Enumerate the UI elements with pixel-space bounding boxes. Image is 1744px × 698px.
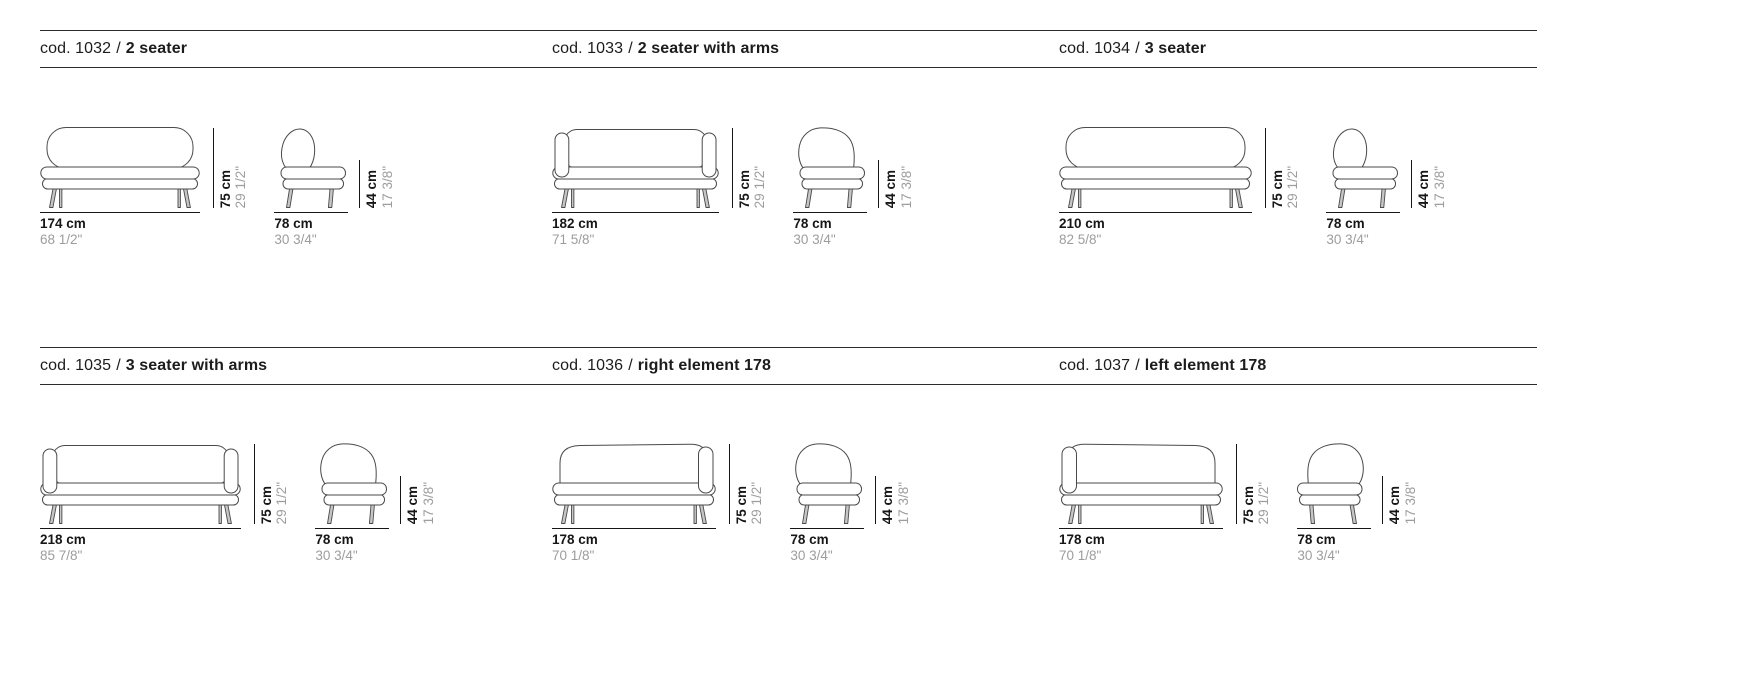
- header-band-row1: [40, 30, 1537, 68]
- side-view-drawing: [790, 436, 862, 524]
- width-cm-label: 218 cm: [40, 532, 86, 547]
- panel-title-1032: [40, 31, 187, 67]
- panel-title-1036: [552, 348, 771, 384]
- panel-figures-1037: [1059, 436, 1418, 563]
- front-elevation: [40, 436, 289, 563]
- seat-height-inch-label: 17 3/8": [420, 481, 436, 524]
- depth-dimension-line: [793, 212, 867, 213]
- front-elevation: [552, 436, 764, 563]
- front-elevation: [1059, 436, 1271, 563]
- front-view-drawing: [552, 436, 716, 524]
- seat-height-inch-label: 17 3/8": [895, 481, 911, 524]
- height-inch-label: 29 1/2": [752, 165, 768, 208]
- height-cm-label: 75 cm: [259, 485, 274, 524]
- separator: /: [1135, 40, 1140, 57]
- depth-inch-label: 30 3/4": [793, 232, 836, 247]
- width-inch-label: 82 5/8": [1059, 232, 1102, 247]
- front-elevation: [1059, 120, 1300, 247]
- depth-dimension-line: [1326, 212, 1400, 213]
- product-code: cod. 1035: [40, 357, 112, 374]
- panel-figures-1032: [40, 120, 395, 247]
- side-view-drawing: [793, 120, 865, 208]
- height-cm-label: 75 cm: [1241, 485, 1256, 524]
- panel-figures-1033: [552, 120, 914, 247]
- depth-inch-label: 30 3/4": [274, 232, 317, 247]
- front-view-drawing: [1059, 436, 1223, 524]
- product-name: 2 seater: [125, 40, 188, 57]
- depth-dimension-line: [274, 212, 348, 213]
- side-elevation: [1326, 120, 1446, 247]
- depth-cm-label: 78 cm: [1326, 216, 1365, 231]
- width-inch-label: 70 1/8": [1059, 548, 1102, 563]
- depth-dimension-line: [790, 528, 864, 529]
- width-dimension-line: [1059, 212, 1252, 213]
- side-elevation: [274, 120, 394, 247]
- width-inch-label: 68 1/2": [40, 232, 83, 247]
- front-elevation: [552, 120, 767, 247]
- seat-height-inch-label: 17 3/8": [1402, 481, 1418, 524]
- panel-figures-1035: [40, 436, 436, 563]
- panel-figures-1034: [1059, 120, 1447, 247]
- height-inch-label: 29 1/2": [749, 481, 765, 524]
- panel-title-1034: [1059, 31, 1206, 67]
- product-name: 3 seater with arms: [125, 357, 268, 374]
- width-cm-label: 182 cm: [552, 216, 598, 231]
- width-inch-label: 70 1/8": [552, 548, 595, 563]
- width-cm-label: 178 cm: [1059, 532, 1105, 547]
- product-code: cod. 1032: [40, 40, 112, 57]
- width-dimension-line: [552, 212, 719, 213]
- depth-cm-label: 78 cm: [1297, 532, 1336, 547]
- side-view-drawing: [315, 436, 387, 524]
- side-view-drawing: [1297, 436, 1369, 524]
- seat-height-dimension-line: [1382, 476, 1383, 524]
- height-dimension-line: [213, 128, 214, 208]
- seat-height-dimension-line: [400, 476, 401, 524]
- seat-height-inch-label: 17 3/8": [1431, 165, 1447, 208]
- panel-figures-1036: [552, 436, 911, 563]
- height-inch-label: 29 1/2": [1256, 481, 1272, 524]
- product-name: 3 seater: [1144, 40, 1207, 57]
- width-cm-label: 178 cm: [552, 532, 598, 547]
- product-spec-sheet: [40, 0, 1537, 698]
- depth-cm-label: 78 cm: [790, 532, 829, 547]
- depth-dimension-line: [1297, 528, 1371, 529]
- panel-title-1035: [40, 348, 267, 384]
- seat-height-cm-label: 44 cm: [405, 485, 421, 524]
- separator: /: [116, 357, 121, 374]
- height-dimension-line: [1236, 444, 1237, 524]
- side-elevation: [790, 436, 910, 563]
- width-inch-label: 85 7/8": [40, 548, 83, 563]
- seat-height-cm-label: 44 cm: [1416, 169, 1432, 208]
- height-dimension-line: [1265, 128, 1266, 208]
- side-view-drawing: [274, 120, 346, 208]
- depth-inch-label: 30 3/4": [315, 548, 358, 563]
- seat-height-cm-label: 44 cm: [883, 169, 899, 208]
- front-view-drawing: [40, 120, 200, 208]
- depth-inch-label: 30 3/4": [1297, 548, 1340, 563]
- panel-title-1033: [552, 31, 779, 67]
- product-name: right element 178: [637, 357, 772, 374]
- product-code: cod. 1036: [552, 357, 624, 374]
- separator: /: [1135, 357, 1140, 374]
- height-dimension-line: [729, 444, 730, 524]
- depth-cm-label: 78 cm: [315, 532, 354, 547]
- depth-dimension-line: [315, 528, 389, 529]
- product-code: cod. 1033: [552, 40, 624, 57]
- height-inch-label: 29 1/2": [1285, 165, 1301, 208]
- depth-cm-label: 78 cm: [274, 216, 313, 231]
- depth-inch-label: 30 3/4": [790, 548, 833, 563]
- separator: /: [628, 40, 633, 57]
- separator: /: [628, 357, 633, 374]
- seat-height-inch-label: 17 3/8": [898, 165, 914, 208]
- seat-height-cm-label: 44 cm: [880, 485, 896, 524]
- width-dimension-line: [40, 528, 241, 529]
- width-dimension-line: [40, 212, 200, 213]
- height-inch-label: 29 1/2": [233, 165, 249, 208]
- seat-height-cm-label: 44 cm: [364, 169, 380, 208]
- seat-height-inch-label: 17 3/8": [379, 165, 395, 208]
- side-elevation: [793, 120, 913, 247]
- height-dimension-line: [732, 128, 733, 208]
- panel-title-1037: [1059, 348, 1266, 384]
- height-cm-label: 75 cm: [1270, 169, 1285, 208]
- product-code: cod. 1034: [1059, 40, 1131, 57]
- height-inch-label: 29 1/2": [274, 481, 290, 524]
- height-cm-label: 75 cm: [737, 169, 752, 208]
- product-name: 2 seater with arms: [637, 40, 780, 57]
- seat-height-dimension-line: [875, 476, 876, 524]
- height-dimension-line: [254, 444, 255, 524]
- product-name: left element 178: [1144, 357, 1267, 374]
- height-cm-label: 75 cm: [218, 169, 233, 208]
- height-cm-label: 75 cm: [734, 485, 749, 524]
- seat-height-cm-label: 44 cm: [1387, 485, 1403, 524]
- product-code: cod. 1037: [1059, 357, 1131, 374]
- header-band-row2: [40, 347, 1537, 385]
- separator: /: [116, 40, 121, 57]
- side-elevation: [315, 436, 435, 563]
- seat-height-dimension-line: [878, 160, 879, 208]
- front-view-drawing: [40, 436, 241, 524]
- front-view-drawing: [552, 120, 719, 208]
- width-dimension-line: [1059, 528, 1223, 529]
- seat-height-dimension-line: [359, 160, 360, 208]
- depth-inch-label: 30 3/4": [1326, 232, 1369, 247]
- width-inch-label: 71 5/8": [552, 232, 595, 247]
- width-cm-label: 174 cm: [40, 216, 86, 231]
- front-elevation: [40, 120, 248, 247]
- side-view-drawing: [1326, 120, 1398, 208]
- front-view-drawing: [1059, 120, 1252, 208]
- depth-cm-label: 78 cm: [793, 216, 832, 231]
- seat-height-dimension-line: [1411, 160, 1412, 208]
- width-cm-label: 210 cm: [1059, 216, 1105, 231]
- side-elevation: [1297, 436, 1417, 563]
- width-dimension-line: [552, 528, 716, 529]
